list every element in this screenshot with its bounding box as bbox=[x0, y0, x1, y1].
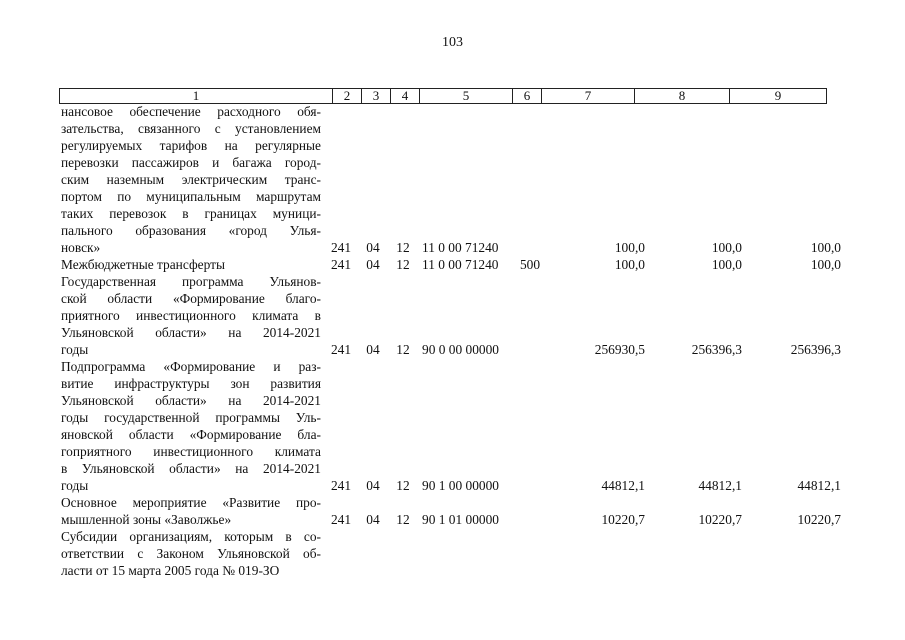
cell-c6: 500 bbox=[519, 257, 541, 272]
row-description-line: годы bbox=[61, 478, 89, 493]
row-description-line: перевозки пассажиров и багажа город- bbox=[61, 155, 321, 170]
page-number: 103 bbox=[442, 35, 463, 50]
header-cell-8: 8 bbox=[634, 89, 729, 103]
cell-c8: 100,0 bbox=[711, 257, 742, 272]
row-description-line: Основное мероприятие «Развитие про- bbox=[61, 495, 321, 510]
header-cell-4: 4 bbox=[390, 89, 419, 103]
cell-c2: 241 bbox=[330, 478, 352, 493]
cell-c8: 10220,7 bbox=[698, 512, 742, 527]
row-description-line: приятного инвестиционного климата в bbox=[61, 308, 321, 323]
cell-c7: 44812,1 bbox=[601, 478, 645, 493]
row-description-line: Субсидии организациям, которым в со- bbox=[61, 529, 321, 544]
cell-c9: 100,0 bbox=[810, 240, 841, 255]
cell-c8: 256396,3 bbox=[691, 342, 742, 357]
row-description-line: новск» bbox=[61, 240, 101, 255]
row-description-line: ласти от 15 марта 2005 года № 019-ЗО bbox=[61, 563, 280, 578]
cell-c9: 10220,7 bbox=[797, 512, 841, 527]
cell-c7: 256930,5 bbox=[594, 342, 645, 357]
cell-c5: 90 1 00 00000 bbox=[422, 478, 499, 493]
cell-c7: 10220,7 bbox=[601, 512, 645, 527]
row-description-line: витие инфраструктуры зон развития bbox=[61, 376, 321, 391]
row-description-line: мышленной зоны «Заволжье» bbox=[61, 512, 232, 527]
row-description-line: Ульяновской области» на 2014-2021 bbox=[61, 393, 321, 408]
cell-c7: 100,0 bbox=[614, 257, 645, 272]
cell-c4: 12 bbox=[396, 342, 410, 357]
row-description-line: Межбюджетные трансферты bbox=[61, 257, 225, 272]
cell-c5: 11 0 00 71240 bbox=[422, 257, 499, 272]
cell-c5: 90 1 01 00000 bbox=[422, 512, 499, 527]
row-description-line: пального образования «город Улья- bbox=[61, 223, 321, 238]
row-description-line: ответствии с Законом Ульяновской об- bbox=[61, 546, 321, 561]
row-description-line: портом по муниципальным маршрутам bbox=[61, 189, 321, 204]
cell-c8: 44812,1 bbox=[698, 478, 742, 493]
cell-c4: 12 bbox=[396, 257, 410, 272]
cell-c4: 12 bbox=[396, 512, 410, 527]
row-description-line: ской области «Формирование благо- bbox=[61, 291, 321, 306]
row-description-line: зательства, связанного с установлением bbox=[61, 121, 321, 136]
cell-c4: 12 bbox=[396, 240, 410, 255]
row-description-line: годы bbox=[61, 342, 89, 357]
header-cell-7: 7 bbox=[541, 89, 634, 103]
cell-c2: 241 bbox=[330, 512, 352, 527]
cell-c2: 241 bbox=[330, 342, 352, 357]
header-cell-9: 9 bbox=[729, 89, 826, 103]
header-cell-6: 6 bbox=[512, 89, 541, 103]
cell-c4: 12 bbox=[396, 478, 410, 493]
cell-c3: 04 bbox=[366, 257, 380, 272]
header-cell-3: 3 bbox=[361, 89, 390, 103]
table-header bbox=[59, 88, 827, 104]
header-cell-5: 5 bbox=[419, 89, 512, 103]
row-description-line: гоприятного инвестиционного климата bbox=[61, 444, 321, 459]
row-description-line: в Ульяновской области» на 2014-2021 bbox=[61, 461, 321, 476]
header-cell-1: 1 bbox=[192, 88, 200, 103]
row-description-line: нансовое обеспечение расходного обя- bbox=[61, 104, 321, 119]
row-description-line: таких перевозок в границах муници- bbox=[61, 206, 321, 221]
cell-c3: 04 bbox=[366, 342, 380, 357]
row-description-line: яновской области «Формирование бла- bbox=[61, 427, 321, 442]
header-cell-2: 2 bbox=[332, 89, 361, 103]
cell-c7: 100,0 bbox=[614, 240, 645, 255]
cell-c3: 04 bbox=[366, 240, 380, 255]
cell-c3: 04 bbox=[366, 512, 380, 527]
row-description-line: Подпрограмма «Формирование и раз- bbox=[61, 359, 321, 374]
cell-c2: 241 bbox=[330, 240, 352, 255]
cell-c5: 90 0 00 00000 bbox=[422, 342, 499, 357]
cell-c9: 44812,1 bbox=[797, 478, 841, 493]
cell-c3: 04 bbox=[366, 478, 380, 493]
cell-c2: 241 bbox=[330, 257, 352, 272]
cell-c9: 100,0 bbox=[810, 257, 841, 272]
row-description-line: ским наземным электрическим транс- bbox=[61, 172, 321, 187]
row-description-line: Ульяновской области» на 2014-2021 bbox=[61, 325, 321, 340]
cell-c8: 100,0 bbox=[711, 240, 742, 255]
row-description-line: регулируемых тарифов на регулярные bbox=[61, 138, 321, 153]
row-description-line: годы государственной программы Уль- bbox=[61, 410, 321, 425]
cell-c5: 11 0 00 71240 bbox=[422, 240, 499, 255]
cell-c9: 256396,3 bbox=[790, 342, 841, 357]
row-description-line: Государственная программа Ульянов- bbox=[61, 274, 321, 289]
